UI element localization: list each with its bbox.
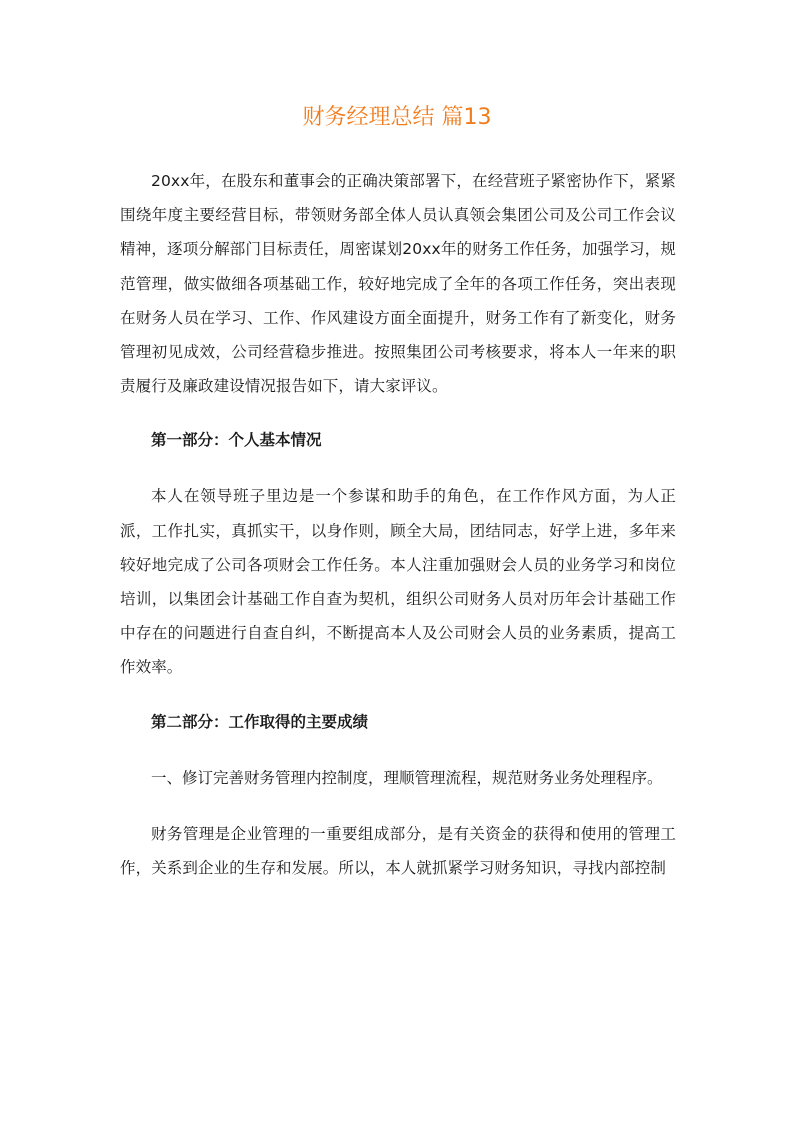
section-2-heading: 第二部分：工作取得的主要成绩: [151, 712, 369, 731]
section-2-paragraph: 财务管理是企业管理的一重要组成部分，是有关资金的获得和使用的管理工作，关系到企业的生存和发展。所以，本人就抓紧学习财务知识，寻找内部控制: [120, 824, 676, 877]
section-1-paragraph: 本人在领导班子里边是一个参谋和助手的角色，在工作作风方面，为人正派，工作扎实，真抓实干，以身作则，顾全大局，团结同志，好学上进，多年来较好地完成了公司各项财会工作任务。本人注重加强财会人员的业务学习和岗位培训，以集团会计基础工作自查为契机，组织公司财务人员对历年会计基础工作中存在的问题进行自查自纠，不断提高本人及公司财会人员的业务素质，提高工作效率。: [120, 487, 676, 677]
intro-paragraph: 20xx年，在股东和董事会的正确决策部署下，在经营班子紧密协作下，紧紧围绕年度主要经营目标，带领财务部全体人员认真领会集团公司及公司工作会议精神，逐项分解部门目标责任，周密谋划20xx年的财务工作任务，加强学习，规范管理，做实做细各项基础工作，较好地完成了全年的各项工作任务，突出表现在财务人员在学习、工作、作风建设方面全面提升，财务工作有了新变化，财务管理初见成效，公司经营稳步推进。按照集团公司考核要求，将本人一年来的职责履行及廉政建设情况报告如下，请大家评议。: [120, 172, 676, 396]
document-title: 财务经理总结 篇13: [302, 105, 492, 130]
section-2-item-1: 一、修订完善财务管理内控制度，理顺管理流程，规范财务业务处理程序。: [151, 768, 663, 787]
document-body: [120, 164, 676, 885]
section-1-heading: 第一部分：个人基本情况: [151, 431, 322, 450]
